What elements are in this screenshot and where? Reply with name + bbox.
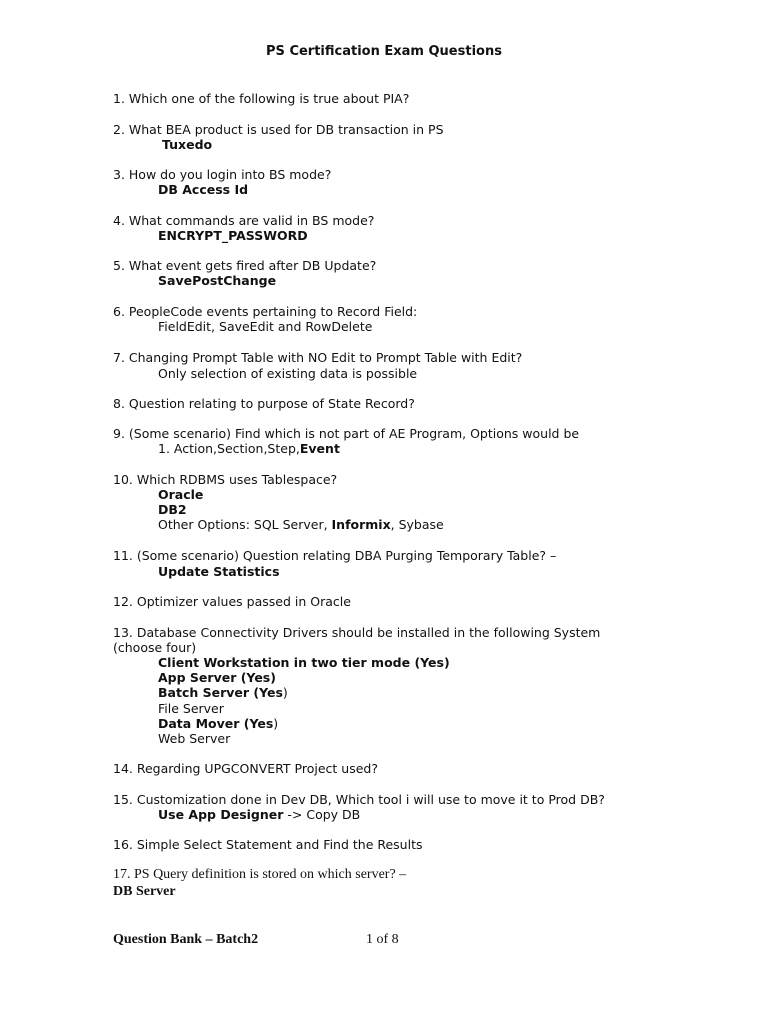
- question-1: 1. Which one of the following is true about PIA?: [113, 91, 410, 106]
- question-14: 14. Regarding UPGCONVERT Project used?: [113, 761, 378, 776]
- question-13-line1: 13. Database Connectivity Drivers should be installed in the following System: [113, 625, 601, 640]
- answer-2: Tuxedo: [162, 137, 213, 152]
- answer-10-db2: DB2: [158, 502, 187, 517]
- answer-13-batch: Batch Server (Yes): [158, 685, 288, 700]
- question-5: 5. What event gets fired after DB Update?: [113, 258, 377, 273]
- answer-15: Use App Designer -> Copy DB: [158, 807, 361, 822]
- answer-13-datamover: Data Mover (Yes): [158, 716, 279, 731]
- question-13-line2: (choose four): [113, 640, 197, 655]
- question-6: 6. PeopleCode events pertaining to Record Field:: [113, 304, 418, 319]
- answer-10-other: Other Options: SQL Server, Informix, Sybase: [158, 517, 444, 532]
- question-9: 9. (Some scenario) Find which is not part of AE Program, Options would be: [113, 426, 580, 441]
- answer-11: Update Statistics: [158, 564, 280, 579]
- question-16: 16. Simple Select Statement and Find the Results: [113, 837, 423, 852]
- answer-3: DB Access Id: [158, 182, 249, 197]
- page-title: PS Certification Exam Questions: [266, 44, 502, 59]
- question-3: 3. How do you login into BS mode?: [113, 167, 332, 182]
- answer-7: Only selection of existing data is possible: [158, 366, 418, 381]
- answer-4: ENCRYPT_PASSWORD: [158, 228, 308, 243]
- question-4: 4. What commands are valid in BS mode?: [113, 213, 375, 228]
- answer-13-file: File Server: [158, 701, 224, 716]
- question-11: 11. (Some scenario) Question relating DBA Purging Temporary Table? –: [113, 548, 557, 563]
- answer-9: 1. Action,Section,Step,Event: [158, 441, 340, 456]
- question-10: 10. Which RDBMS uses Tablespace?: [113, 472, 338, 487]
- answer-13-client: Client Workstation in two tier mode (Yes): [158, 655, 450, 670]
- answer-5: SavePostChange: [158, 273, 277, 288]
- question-2: 2. What BEA product is used for DB transaction in PS: [113, 122, 444, 137]
- footer-label: Question Bank – Batch2: [113, 932, 259, 947]
- answer-13-app: App Server (Yes): [158, 670, 276, 685]
- question-17: 17. PS Query definition is stored on which server? –: [113, 867, 407, 882]
- question-7: 7. Changing Prompt Table with NO Edit to Prompt Table with Edit?: [113, 350, 523, 365]
- answer-13-web: Web Server: [158, 731, 231, 746]
- answer-17: DB Server: [113, 884, 176, 899]
- answer-6: FieldEdit, SaveEdit and RowDelete: [158, 319, 373, 334]
- answer-10-oracle: Oracle: [158, 487, 204, 502]
- question-8: 8. Question relating to purpose of State Record?: [113, 396, 415, 411]
- question-15: 15. Customization done in Dev DB, Which tool i will use to move it to Prod DB?: [113, 792, 605, 807]
- page-number: 1 of 8: [366, 932, 399, 947]
- question-12: 12. Optimizer values passed in Oracle: [113, 594, 351, 609]
